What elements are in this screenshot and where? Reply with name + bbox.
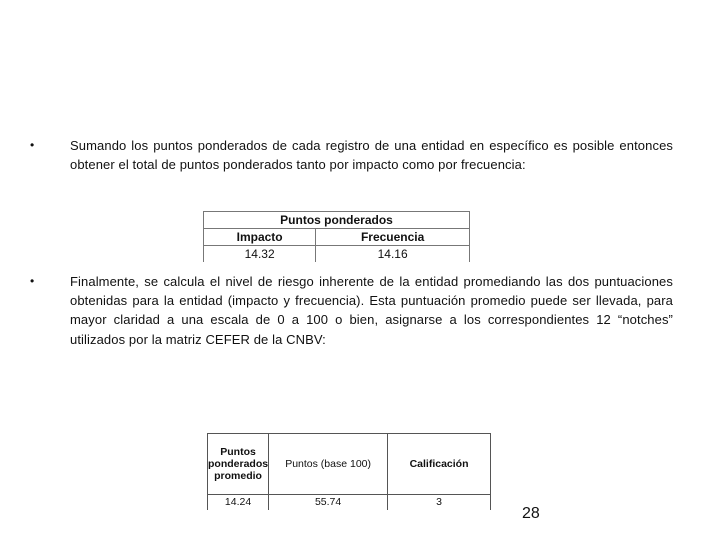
table-title: Puntos ponderados: [204, 212, 470, 229]
bullet: •: [30, 274, 35, 288]
risk-score-table: [207, 433, 491, 510]
value-frecuencia: 14.16: [316, 246, 470, 263]
bullet: •: [30, 138, 35, 152]
header-promedio: Puntos ponderados promedio: [208, 434, 269, 495]
value-promedio: 14.24: [208, 495, 269, 510]
weighted-points-table: [203, 211, 470, 262]
value-impacto: 14.32: [204, 246, 316, 263]
header-calificacion: Calificación: [388, 434, 491, 495]
paragraph-final: Finalmente, se calcula el nivel de riesgo inherente de la entidad promediando las dos puntuaciones obtenidas para la entidad (impacto y frecuencia). Esta puntuación promedio puede ser llevada, para mayor claridad a una escala de 0 a 100 o bien, asignarse a los correspondientes 12 “notches” utilizados por la matriz CEFER de la CNBV:: [70, 274, 673, 347]
header-base100: Puntos (base 100): [269, 434, 388, 495]
page-number: 28: [522, 505, 540, 522]
value-calificacion: 3: [388, 495, 491, 510]
paragraph-sum: Sumando los puntos ponderados de cada registro de una entidad en específico es posible entonces obtener el total de puntos ponderados tanto por impacto como por frecuencia:: [70, 138, 673, 173]
header-impacto: Impacto: [204, 229, 316, 246]
value-base100: 55.74: [269, 495, 388, 510]
header-frecuencia: Frecuencia: [316, 229, 470, 246]
